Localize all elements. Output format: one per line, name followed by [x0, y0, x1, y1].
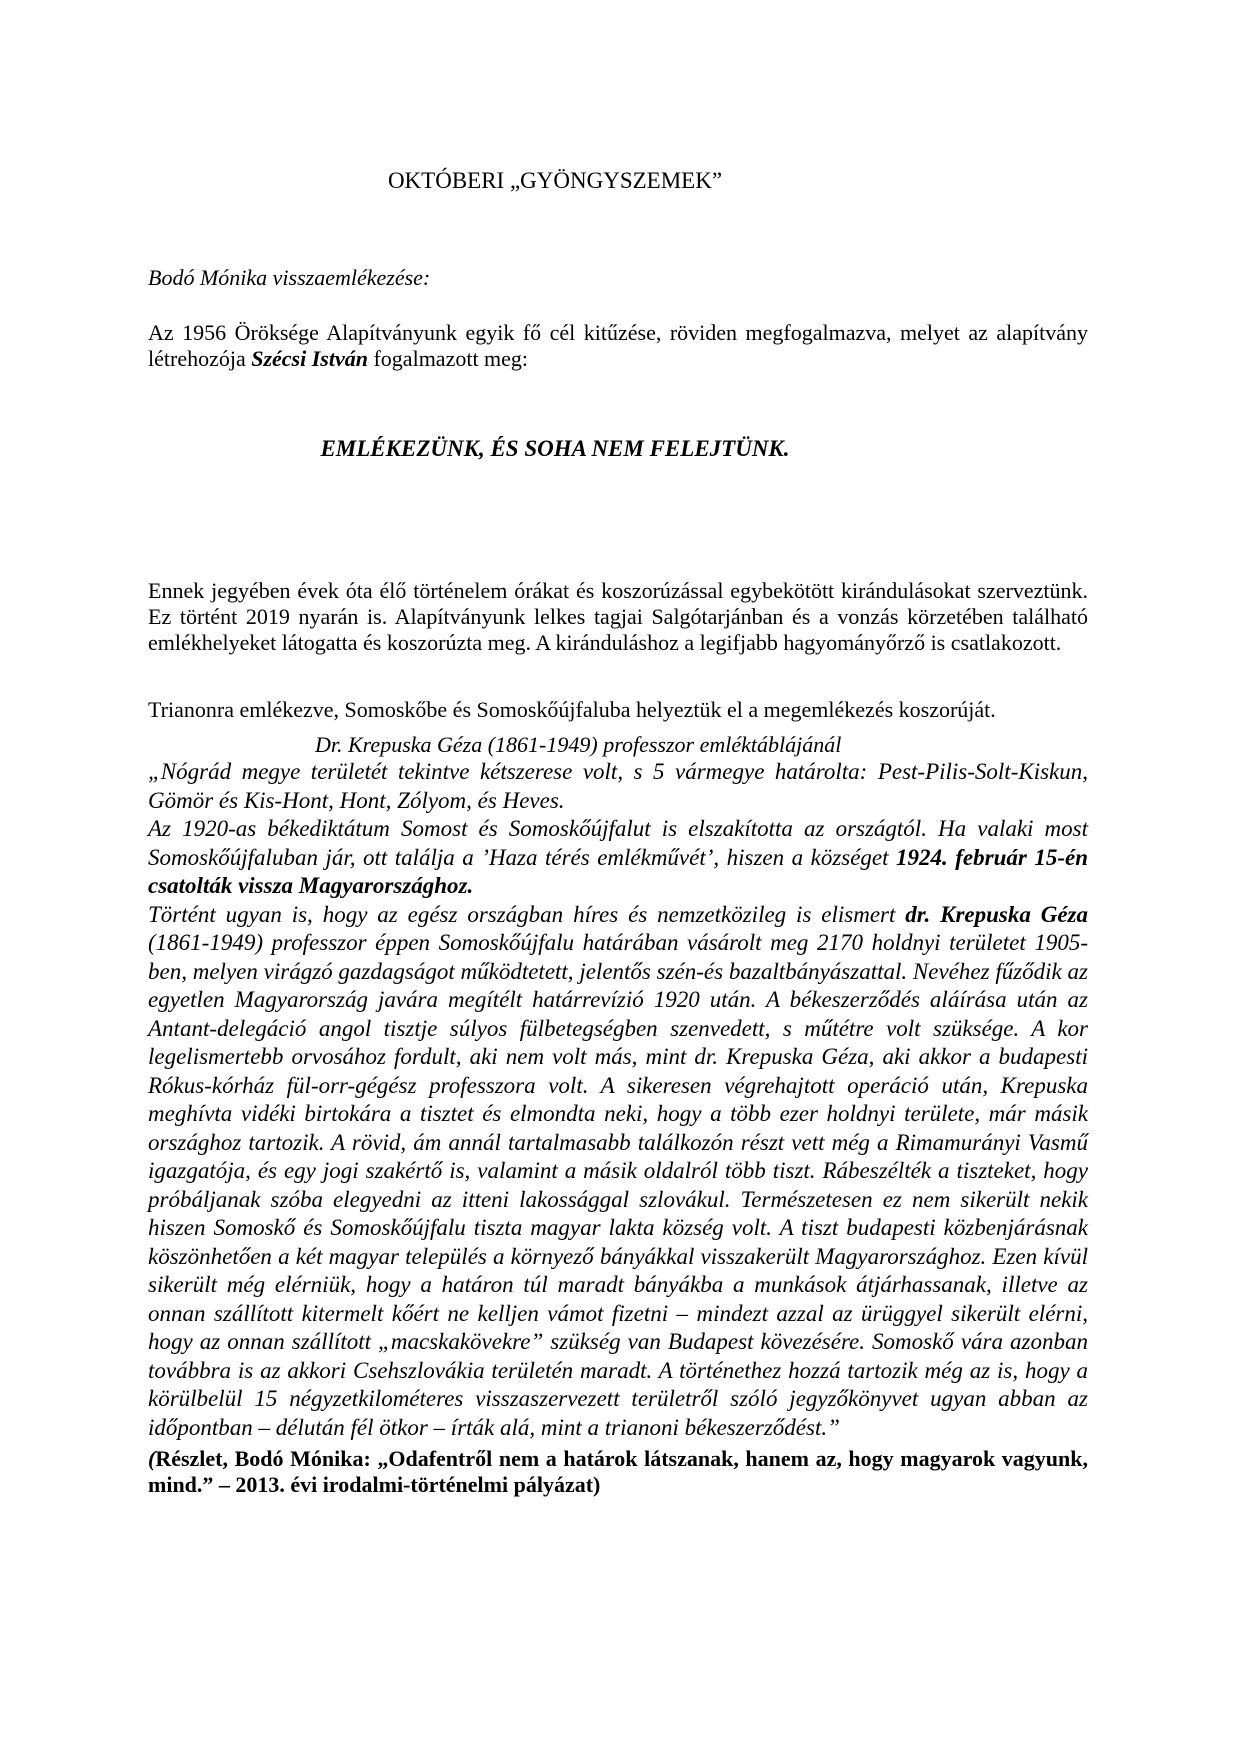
- intro-paragraph: [148, 320, 1088, 372]
- motto: EMLÉKEZÜNK, ÉS SOHA NEM FELEJTÜNK.: [320, 436, 790, 461]
- intro-text: Az 1956 Öröksége Alapítványunk egyik fő cél kitűzése, röviden megfogalmazva, melyet az alapítvány létrehozója: [148, 320, 1088, 371]
- credit-text: Részlet, Bodó Mónika: „Odafentről nem a határok látszanak, hanem az, hogy magyarok vagyunk, mind.” – 2013. évi irodalmi-történelmi pályázat): [148, 1446, 1088, 1497]
- byline: Bodó Mónika visszaemlékezése:: [148, 265, 431, 290]
- krepuska-text-start: Történt ugyan is, hogy az egész országban híres és nemzetközileg is elismert: [148, 901, 906, 927]
- krepuska-text-end: (1861-1949) professzor éppen Somoskőújfalu határában vásárolt meg 2170 holdnyi területet 1905-ben, melyen virágzó gazdagságot működtetett, jelentős szén-és bazaltbányászattal. Nevéhez fűződik az egyetlen Magyarország javára megítélt határrevízió 1920 után. A békeszerződés aláírása után az Antant-delegáció angol tisztje súlyos fülbetegségben szenvedett, s műtétre volt szüksége. A kor legelismertebb orvosához fordult, aki nem volt más, mint dr. Krepuska Géza, aki akkor a budapesti Rókus-kórház fül-orr-gégész professzora volt. A sikeresen végrehajtott operáció után, Krepuska meghívta vidéki birtokára a tisztet és elmondta neki, hogy a több ezer holdnyi területe, már másik országhoz tartozik. A rövid, ám annál tartalmasabb találkozón részt vett még a Rimamurányi Vasmű igazgatója, és egy jogi szakértő is, valamint a másik oldalról több tiszt. Rábeszélték a tiszteket, hogy próbáljanak szóba elegyedni az itteni lakossággal szlovákul. Természetesen ez nem sikerült nekik hiszen Somoskő és Somoskőújfalu tiszta magyar lakta község volt. A tiszt budapesti közbenjárásnak köszönhetően a két magyar település a környező bányákkal visszakerült Magyarországhoz. Ezen kívül sikerült még elérniük, hogy a határon túl maradt bányákba a munkások átjárhassanak, illetve az onnan szállított kitermelt kőért ne kelljen vámot fizetni – mindezt azzal az ürüggyel sikerült elérni, hogy az onnan szállított „macskakövekre” szükség van Budapest kövezésére. Somoskő vára azonban továbbra is az akkori Csehszlovákia területén maradt. A történethez hozzá tartozik még az is, hogy a körülbelül 15 négyzetkilométeres visszaszervezett területről szóló jegyzőkönyvet ugyan abban az időpontban – délután fél ötkor – írták alá, mint a trianoni békeszerződést.”: [148, 930, 1088, 1440]
- quote-paragraph-counties: „Nógrád megye területét tekintve kétszerese volt, s 5 vármegye határolta: Pest-Pilis-Solt-Kiskun, Gömör és Kis-Hont, Hont, Zólyom, és Heves.: [148, 759, 1088, 813]
- quote-paragraph-1920: [148, 815, 1088, 901]
- page-title: OKTÓBERI „GYÖNGYSZEMEK”: [387, 168, 723, 193]
- intro-text-end: fogalmazott meg:: [367, 346, 529, 371]
- quote-paragraph-krepuska: [148, 901, 1088, 1443]
- krepuska-name: dr. Krepuska Géza: [905, 901, 1088, 927]
- document-content: [148, 0, 1088, 1498]
- founder-name: Szécsi István: [251, 346, 368, 371]
- credit-open-paren: (: [148, 1446, 156, 1471]
- source-credit: [148, 1446, 1088, 1498]
- paragraph-trianon: Trianonra emlékezve, Somoskőbe és Somoskőújfaluba helyeztük el a megemlékezés koszorúját.: [148, 697, 996, 722]
- paragraph-events: Ennek jegyében évek óta élő történelem órákat és koszorúzással egybekötött kirándulásokat szerveztünk. Ez történt 2019 nyarán is. Alapítványunk lelkes tagjai Salgótarjánban és a vonzás körzetében található emlékhelyeket látogatta és koszorúzta meg. A kiránduláshoz a legifjabb hagyományőrző is csatlakozott.: [148, 578, 1088, 655]
- quote-1920-text: Az 1920-as békediktátum Somost és Somoskőújfalut is elszakította az országtól. Ha valaki most Somoskőújfaluban jár, ott találja a ’Haza térés emlékművét’, hiszen a községet: [148, 816, 1088, 870]
- memoir-quote-block: [148, 758, 1088, 1442]
- reannexation-date: 1924. február 15-én csatolták vissza Magyarországhoz.: [148, 844, 1088, 898]
- memorial-caption: Dr. Krepuska Géza (1861-1949) professzor emléktáblájánál: [315, 732, 842, 757]
